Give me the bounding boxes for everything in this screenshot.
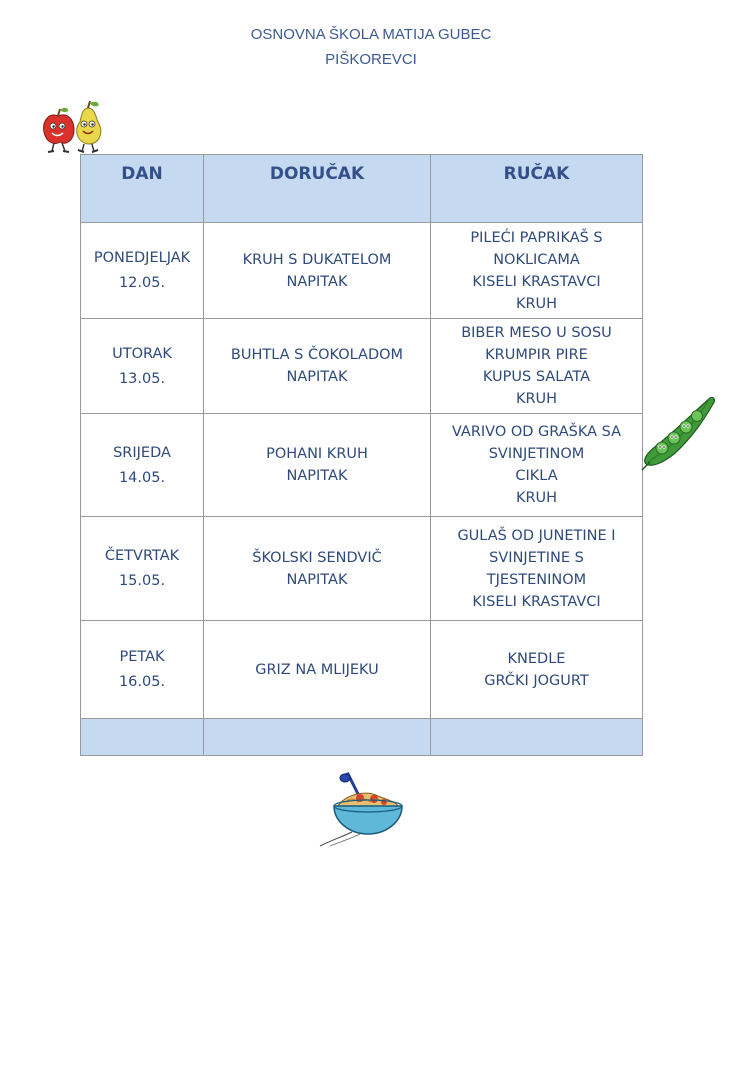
day-cell [81, 517, 204, 621]
lunch-cell [431, 319, 643, 414]
lunch-item: KUPUS SALATA [482, 369, 591, 385]
lunch-item: KRUMPIR PIRE [485, 347, 588, 363]
lunch-item: VARIVO OD GRAŠKA SA [451, 424, 622, 440]
breakfast-item: NAPITAK [286, 468, 348, 484]
breakfast-item: NAPITAK [286, 273, 348, 290]
school-name: OSNOVNA ŠKOLA MATIJA GUBEC [250, 26, 492, 43]
day-cell [81, 621, 204, 719]
day-date: 15.05. [118, 573, 166, 589]
lunch-item: KISELI KRASTAVCI [472, 593, 601, 610]
table-row [81, 414, 643, 517]
breakfast-item: NAPITAK [286, 571, 348, 588]
table-row [81, 319, 643, 414]
breakfast-item: KRUH S DUKATELOM [242, 251, 392, 268]
breakfast-cell [204, 223, 431, 319]
apple-pear-characters-icon [38, 100, 114, 156]
lunch-item: NOKLICAMA [493, 251, 580, 268]
lunch-item: KRUH [515, 490, 558, 506]
school-location: PIŠKOREVCI [325, 51, 417, 68]
lunch-item: TJESTENINOM [486, 571, 587, 588]
breakfast-item: NAPITAK [286, 369, 348, 385]
lunch-cell [431, 621, 643, 719]
footer-cell [431, 719, 643, 756]
lunch-item: PILEĆI PAPRIKAŠ S [470, 229, 603, 246]
pasta-bowl-icon [316, 772, 408, 848]
table-footer-row [81, 719, 643, 756]
day-date: 16.05. [118, 674, 166, 690]
lunch-item: CIKLA [515, 468, 558, 484]
footer-cell [204, 719, 431, 756]
day-name: ČETVRTAK [104, 548, 180, 564]
lunch-item: SVINJETINOM [488, 446, 585, 462]
lunch-item: SVINJETINE S [489, 549, 584, 566]
day-cell [81, 414, 204, 517]
breakfast-cell [204, 621, 431, 719]
lunch-item: GULAŠ OD JUNETINE I [457, 527, 616, 544]
lunch-item: KNEDLE [507, 650, 566, 667]
lunch-cell [431, 414, 643, 517]
table-header-row [81, 155, 643, 223]
column-header-lunch: RUČAK [431, 155, 643, 223]
breakfast-cell [204, 517, 431, 621]
breakfast-cell [204, 319, 431, 414]
day-cell [81, 319, 204, 414]
lunch-item: BIBER MESO U SOSU [461, 325, 612, 341]
column-header-breakfast: DORUČAK [204, 155, 431, 223]
day-date: 14.05. [118, 469, 166, 486]
breakfast-item: ŠKOLSKI SENDVIČ [252, 549, 382, 566]
table-row [81, 223, 643, 319]
meal-menu-table [80, 154, 643, 756]
lunch-cell [431, 223, 643, 319]
lunch-cell [431, 517, 643, 621]
day-name: UTORAK [112, 345, 172, 362]
breakfast-item: POHANI KRUH [266, 446, 368, 462]
day-date: 13.05. [118, 370, 166, 387]
day-name: PONEDJELJAK [93, 250, 191, 266]
day-name: PETAK [119, 649, 165, 665]
pea-pod-character-icon [640, 392, 718, 472]
day-date: 12.05. [118, 275, 166, 291]
table-row [81, 621, 643, 719]
column-header-day: DAN [81, 155, 204, 223]
lunch-item: GRČKI JOGURT [484, 672, 589, 689]
lunch-item: KRUH [515, 391, 558, 407]
day-name: SRIJEDA [113, 444, 171, 461]
breakfast-item: BUHTLA S ČOKOLADOM [230, 347, 404, 363]
school-header [0, 22, 742, 72]
day-cell [81, 223, 204, 319]
lunch-item: KRUH [515, 295, 558, 312]
breakfast-cell [204, 414, 431, 517]
breakfast-item: GRIZ NA MLIJEKU [255, 661, 379, 678]
lunch-item: KISELI KRASTAVCI [472, 273, 601, 290]
table-row [81, 517, 643, 621]
footer-cell [81, 719, 204, 756]
